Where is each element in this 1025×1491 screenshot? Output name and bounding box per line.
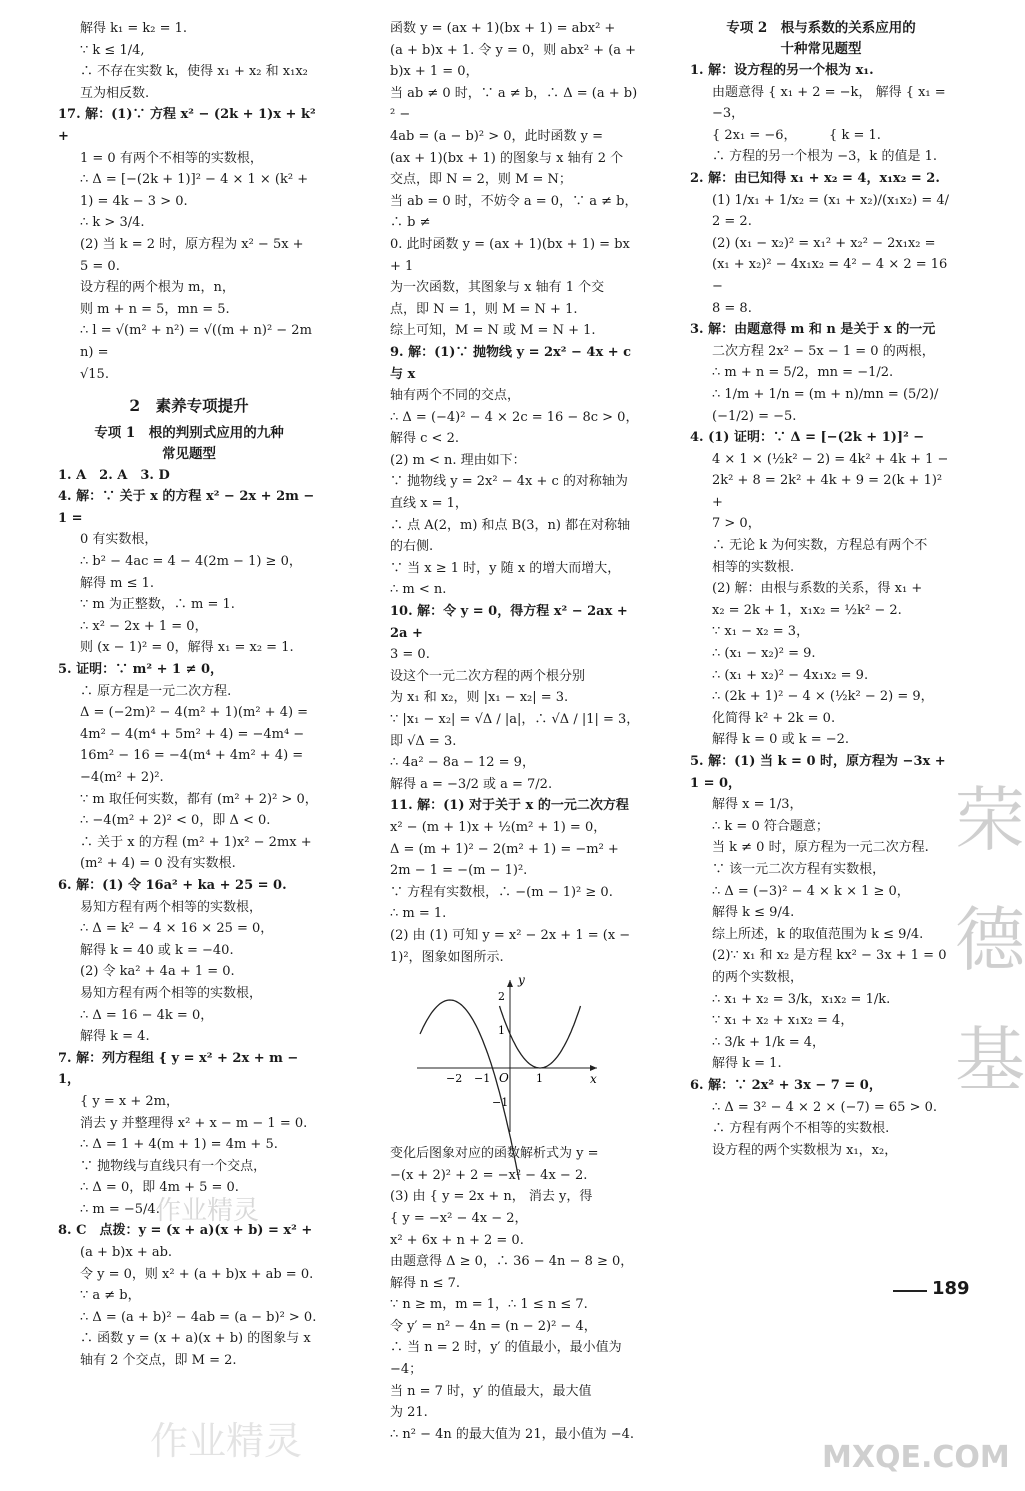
answer-line: ∵ m 为正整数，∴ m = 1. [80, 597, 235, 613]
answer-line: ∴ 原方程是一元二次方程. [80, 683, 232, 699]
answer-line: { y = −x² − 4x − 2， [390, 1210, 528, 1226]
answer-line: 的两个实数根， [712, 969, 804, 985]
answer-line: 9. 解：(1)∵ 抛物线 y = 2x² − 4x + c 与 x [390, 344, 636, 382]
answer-line: Δ = (m + 1)² − 2(m² + 1) = −m² + [390, 841, 619, 857]
answer-line: x₂ = 2k + 1，x₁x₂ = ½k² − 2. [712, 602, 902, 618]
watermark-site: MXQE.COM [822, 1440, 1010, 1475]
answer-line: (ax + 1)(bx + 1) 的图象与 x 轴有 2 个 [390, 150, 624, 166]
answer-line: 化简得 k² + 2k = 0. [712, 710, 836, 726]
answer-line: ∴ 方程的另一个根为 −3，k 的值是 1. [712, 149, 937, 165]
watermark-right: 荣德基 [955, 779, 1025, 1101]
answer-line: 令 y = 0，则 x² + (a + b)x + ab = 0. [80, 1266, 314, 1282]
answer-line: 易知方程有两个相等的实数根， [80, 899, 263, 915]
answer-line: { y = x + 2m， [80, 1093, 179, 1109]
answer-line: 4m² − 4(m⁴ + 5m² + 4) = −4m⁴ − [80, 726, 305, 742]
answer-line: ∵ 该一元二次方程有实数根， [712, 861, 886, 877]
answer-line: ∴ Δ = (a + b)² − 4ab = (a − b)² > 0. [80, 1309, 317, 1325]
answer-line: ∴ (x₁ − x₂)² = 9. [712, 646, 816, 662]
answer-line: (m² + 4) = 0 没有实数根. [80, 856, 236, 872]
answer-line: 解得 c < 2. [390, 431, 459, 447]
answer-line: ∴ m + n = 5/2，mn = −1/2. [712, 365, 894, 381]
answer-line: x² − (m + 1)x + ½(m² + 1) = 0， [390, 819, 607, 835]
answer-line: 6. 解：∵ 2x² + 3x − 7 = 0， [690, 1077, 882, 1093]
answer-line: ∴ Δ = 0，即 4m + 5 = 0. [80, 1180, 239, 1196]
answer-line: 为 x₁ 和 x₂，则 |x₁ − x₂| = 3. [390, 690, 569, 706]
answer-line: 当 ab = 0 时，不妨令 a = 0，∵ a ≠ b，∴ b ≠ [390, 193, 638, 231]
answer-line: 为 21. [390, 1405, 428, 1421]
answer-line: 0. 此时函数 y = (ax + 1)(bx + 1) = bx + 1 [390, 236, 634, 274]
answer-line: (1) 1/x₁ + 1/x₂ = (x₁ + x₂)/(x₁x₂) = 4/2 = 2. [712, 192, 950, 230]
answer-line: 由题意得 Δ ≥ 0，∴ 36 − 4n − 8 ≥ 0， [390, 1254, 634, 1270]
answer-line: 互为相反数. [80, 85, 150, 101]
answer-line: ∵ x₁ + x₂ + x₁x₂ = 4， [712, 1013, 854, 1029]
answer-line: 二次方程 2x² − 5x − 1 = 0 的两根， [712, 343, 935, 359]
answer-line: 8. C 点拨：y = (x + a)(x + b) = x² + [58, 1223, 313, 1239]
answer-line: ∵ x₁ − x₂ = 3， [712, 624, 810, 640]
answer-line: 解得 x = 1/3， [712, 797, 803, 813]
answer-line: ∴ l = √(m² + n²) = √((m + n)² − 2mn) = [80, 323, 312, 360]
answer-line: ∴ 方程有两个不相等的实数根. [712, 1121, 890, 1137]
x-tick-neg1: −1 [474, 1072, 491, 1086]
answer-column-right [690, 18, 952, 1161]
answer-line: 由题意得 { x₁ + 2 = −k， 解得 { x₁ = −3， [712, 84, 950, 122]
answer-line: (3) 由 { y = 2x + n， 消去 y，得 [390, 1189, 593, 1205]
answer-line: b)x + 1 = 0， [390, 64, 479, 80]
answer-line: 当 n = 7 时，y′ 的值最大，最大值 [390, 1383, 592, 1399]
answer-line: ∴ 点 A(2，m) 和点 B(3，n) 都在对称轴 [390, 517, 631, 533]
answer-column-middle [390, 18, 640, 1445]
answer-line: ∴ Δ = (−4)² − 4 × 2c = 16 − 8c > 0， [390, 409, 639, 425]
answer-line: 消去 y 并整理得 x² + x − m − 1 = 0. [80, 1115, 308, 1131]
answer-line: 当 k ≠ 0 时，原方程为一元二次方程. [712, 840, 929, 856]
answer-line: 直线 x = 1， [390, 496, 468, 512]
answer-line: ∴ −4(m² + 2)² < 0，即 Δ < 0. [80, 813, 271, 829]
x-axis-label: x [590, 1072, 597, 1087]
answer-line: ∵ m 取任何实数，都有 (m² + 2)² > 0， [80, 791, 318, 807]
answer-line: ∴ (2k + 1)² − 4 × (½k² − 2) = 9， [712, 689, 934, 705]
answer-line: 7. 解：列方程组 { y = x² + 2x + m − 1， [58, 1050, 303, 1088]
answer-line: (2) 解：由根与系数的关系，得 x₁ + [712, 581, 923, 597]
answer-line: 解得 a = −3/2 或 a = 7/2. [390, 776, 553, 792]
page-number: 189 [932, 1278, 970, 1299]
x-axis-arrow [590, 1065, 597, 1071]
answer-line: 设方程的两个实数根为 x₁，x₂， [712, 1142, 898, 1158]
answer-line: −4； [390, 1362, 423, 1378]
answer-line: ∴ 无论 k 为何实数，方程总有两个不 [712, 538, 928, 554]
answer-line: 8 = 8. [712, 300, 752, 316]
answer-line: (2) 令 ka² + 4a + 1 = 0. [80, 964, 235, 980]
parabola-graph [412, 972, 602, 1137]
answer-line: x² + 6x + n + 2 = 0. [390, 1232, 524, 1248]
answer-line: 3. 解：由题意得 m 和 n 是关于 x 的一元 [690, 322, 936, 338]
answer-line: 则 m + n = 5，mn = 5. [80, 301, 230, 317]
answer-line: 解得 k ≤ 9/4. [712, 905, 795, 921]
answer-line: ∴ (x₁ + x₂)² − 4x₁x₂ = 9. [712, 667, 869, 683]
answer-line: (x₁ + x₂)² − 4x₁x₂ = 4² − 4 × 2 = 16 − [712, 257, 952, 294]
answer-line: 4 × 1 × (½k² − 2) = 4k² + 4k + 1 − [712, 451, 949, 467]
section-heading: 2 素养专项提升 [129, 396, 249, 416]
answer-line: (a + b)x + ab. [80, 1245, 173, 1261]
answer-line: (2) 当 k = 2 时，原方程为 x² − 5x + [80, 236, 304, 252]
answer-line: 当 ab ≠ 0 时，∵ a ≠ b，∴ Δ = (a + b)² − [390, 85, 638, 123]
y-axis-label: y [518, 973, 525, 988]
subsection-heading: 十种常见题型 [780, 41, 862, 57]
answer-line: ∴ m < n. [390, 582, 447, 598]
answer-line: 5. 证明：∵ m² + 1 ≠ 0， [58, 662, 224, 678]
y-tick-2: 2 [498, 990, 505, 1004]
answer-line: ∴ Δ = (−3)² − 4 × k × 1 ≥ 0， [712, 883, 910, 899]
answer-line: 易知方程有两个相等的实数根， [80, 985, 263, 1001]
watermark-middle: 作业精灵 [155, 1196, 260, 1226]
answer-line: −4(m² + 2)². [80, 770, 164, 785]
answer-line: ∴ 关于 x 的方程 (m² + 1)x² − 2mx + [80, 834, 312, 850]
answer-line: ∴ Δ = 16 − 4k = 0， [80, 1007, 214, 1023]
subsection-heading: 专项 1 根的判别式应用的九种 [94, 424, 284, 441]
y-tick-1: 1 [498, 1024, 505, 1038]
answer-line: ∵ 抛物线 y = 2x² − 4x + c 的对称轴为 [390, 474, 628, 490]
watermark-bottom: 作业精灵 [150, 1419, 303, 1463]
answer-line: ∴ b² − 4ac = 4 − 4(2m − 1) ≥ 0， [80, 554, 302, 570]
answer-line: ∵ 抛物线与直线只有一个交点， [80, 1158, 267, 1174]
answer-line: ∵ |x₁ − x₂| = √Δ / |a|，∴ √Δ / |1| = 3， [390, 712, 640, 727]
answer-line: 10. 解：令 y = 0，得方程 x² − 2ax + 2a + [390, 604, 633, 641]
answer-line: 1 = 0 有两个不相等的实数根， [80, 150, 263, 166]
subsection-heading: 专项 2 根与系数的关系应用的 [726, 20, 916, 36]
answer-line: ∵ 方程有实数根，∴ −(m − 1)² ≥ 0. [390, 884, 613, 900]
answer-line: { 2x₁ = −6， { k = 1. [712, 127, 881, 143]
answer-line: 2. 解：由已知得 x₁ + x₂ = 4，x₁x₂ = 2. [690, 170, 940, 186]
answer-line: ∴ m = −5/4. [80, 1201, 160, 1217]
answer-line: 则 (x − 1)² = 0，解得 x₁ = x₂ = 1. [80, 640, 294, 656]
answer-line: 变化后图象对应的函数解析式为 y = [390, 1146, 599, 1162]
answer-line: ∴ k > 3/4. [80, 215, 145, 231]
answer-line: (a + b)x + 1. 令 y = 0，则 abx² + (a + [390, 42, 637, 58]
answer-line: 16m² − 16 = −4(m⁴ + 4m² + 4) = [80, 748, 304, 764]
answer-line: ∴ n² − 4n 的最大值为 21，最小值为 −4. [390, 1426, 635, 1442]
answer-line: 综上所述，k 的取值范围为 k ≤ 9/4. [712, 926, 924, 942]
answer-line: −(x + 2)² + 2 = −x² − 4x − 2. [390, 1167, 588, 1183]
answer-line: ∴ Δ = [−(2k + 1)]² − 4 × 1 × (k² + [80, 172, 309, 188]
answer-line: ∴ m = 1. [390, 906, 447, 922]
answer-line: ∴ x₁ + x₂ = 3/k，x₁x₂ = 1/k. [712, 991, 891, 1007]
answer-line: ∴ 函数 y = (x + a)(x + b) 的图象与 x [80, 1331, 311, 1347]
answer-line: 相等的实数根. [712, 559, 795, 575]
answer-line: (2)∵ x₁ 和 x₂ 是方程 kx² − 3x + 1 = 0 [712, 948, 947, 964]
middle-column-text-top [390, 18, 640, 968]
answer-line: (2) (x₁ − x₂)² = x₁² + x₂² − 2x₁x₂ = [712, 235, 936, 251]
middle-column-text-bottom [390, 1143, 640, 1445]
answer-line: 点，即 N = 1，则 M = N + 1. [390, 301, 578, 317]
answer-line: ∵ a ≠ b， [80, 1288, 141, 1304]
answer-line: 17. 解：(1)∵ 方程 x² − (2k + 1)x + k² + [58, 107, 321, 144]
x-tick-neg2: −2 [446, 1072, 463, 1086]
answer-line: √15. [80, 366, 109, 382]
answer-line: 0 有实数根， [80, 532, 158, 548]
answer-column-left [58, 18, 320, 1372]
answer-line: ∵ 当 x ≥ 1 时，y 随 x 的增大而增大， [390, 560, 621, 576]
answer-line: 即 √Δ = 3. [390, 733, 457, 749]
answer-line: 解得 k = 1. [712, 1056, 782, 1072]
answer-line: ∴ 不存在实数 k，使得 x₁ + x₂ 和 x₁x₂ [80, 64, 308, 80]
answer-line: ∴ 当 n = 2 时，y′ 的值最小，最小值为 [390, 1340, 622, 1356]
parabola-upward [500, 1006, 581, 1068]
answer-line: 5. 解：(1) 当 k = 0 时，原方程为 −3x + 1 = 0， [690, 754, 951, 791]
y-tick-neg1: −1 [492, 1096, 509, 1110]
answer-line: ∴ Δ = 3² − 4 × 2 × (−7) = 65 > 0. [712, 1099, 938, 1115]
answer-line: 解得 n ≤ 7. [390, 1275, 461, 1291]
answer-line: ∴ 1/m + 1/n = (m + n)/mn = (5/2)/(−1/2) = −5. [712, 386, 939, 424]
answer-line: 综上可知，M = N 或 M = N + 1. [390, 323, 596, 339]
answer-line: ∵ n ≥ m，m = 1，∴ 1 ≤ n ≤ 7. [390, 1297, 588, 1313]
answer-line: 解得 k = 0 或 k = −2. [712, 732, 850, 748]
answer-line: 解得 k₁ = k₂ = 1. [80, 21, 188, 36]
answer-line: 2k² + 8 = 2k² + 4k + 9 = 2(k + 1)² + [712, 473, 947, 510]
answer-line: 轴有 2 个交点，即 M = 2. [80, 1353, 237, 1369]
answer-line: 设这个一元二次方程的两个根分别 [390, 668, 586, 684]
answer-line: 1) = 4k − 3 > 0. [80, 193, 188, 209]
y-axis-arrow [507, 980, 513, 987]
answer-line: 令 y′ = n² − 4n = (n − 2)² − 4， [390, 1318, 597, 1334]
answer-line: 11. 解：(1) 对于关于 x 的一元二次方程 [390, 798, 629, 814]
answer-line: 交点，即 N = 2，则 M = N； [390, 172, 572, 188]
answer-line: 3 = 0. [390, 647, 430, 663]
subsection-heading: 常见题型 [162, 445, 216, 462]
answer-line: ∴ 4a² − 8a − 12 = 9， [390, 755, 535, 771]
answer-line: (2) 由 (1) 可知 y = x² − 2x + 1 = (x − [390, 927, 631, 943]
answer-line: 4. (1) 证明：∵ Δ = [−(2k + 1)]² − [690, 430, 925, 446]
answer-line: (2) m < n. 理由如下： [390, 452, 526, 468]
answer-line: 5 = 0. [80, 258, 120, 274]
answer-line: 1)²，图象如图所示. [390, 949, 504, 965]
answer-line: ∴ Δ = 1 + 4(m + 1) = 4m + 5. [80, 1137, 278, 1153]
answer-line: Δ = (−2m)² − 4(m² + 1)(m² + 4) = [80, 705, 309, 721]
answer-line: 函数 y = (ax + 1)(bx + 1) = abx² + [390, 21, 616, 36]
page-number-rule [893, 1290, 927, 1292]
answer-line: 为一次函数，其图象与 x 轴有 1 个交 [390, 280, 605, 296]
answer-line: 解得 k = 40 或 k = −40. [80, 942, 234, 958]
x-tick-1: 1 [536, 1072, 543, 1086]
answer-line: 2m − 1 = −(m − 1)². [390, 863, 528, 879]
answer-line: 解得 k = 4. [80, 1029, 150, 1045]
answer-line: ∴ 3/k + 1/k = 4， [712, 1034, 826, 1050]
answer-line: 7 > 0， [712, 516, 761, 532]
answer-line: 解得 m ≤ 1. [80, 575, 155, 591]
answer-line: 的右侧. [390, 539, 434, 555]
answer-line: 1. 解：设方程的另一个根为 x₁. [690, 63, 874, 78]
answer-line: ∵ k ≤ 1/4, [80, 42, 145, 58]
answer-line: ∴ x² − 2x + 1 = 0， [80, 618, 208, 634]
answer-line: 4. 解：∵ 关于 x 的方程 x² − 2x + 2m − 1 = [58, 489, 319, 526]
answer-line: ∴ k = 0 符合题意； [712, 818, 829, 834]
answer-line: 6. 解：(1) 令 16a² + ka + 25 = 0. [58, 877, 287, 893]
answer-line: 轴有两个不同的交点， [390, 388, 521, 404]
answer-line: ∴ Δ = k² − 4 × 16 × 25 = 0， [80, 921, 274, 937]
answer-line: 设方程的两个根为 m，n， [80, 280, 235, 296]
answer-line: 1. A 2. A 3. D [58, 467, 170, 483]
origin-label: O [499, 1071, 509, 1086]
answer-line: 4ab = (a − b)² > 0，此时函数 y = [390, 128, 604, 144]
